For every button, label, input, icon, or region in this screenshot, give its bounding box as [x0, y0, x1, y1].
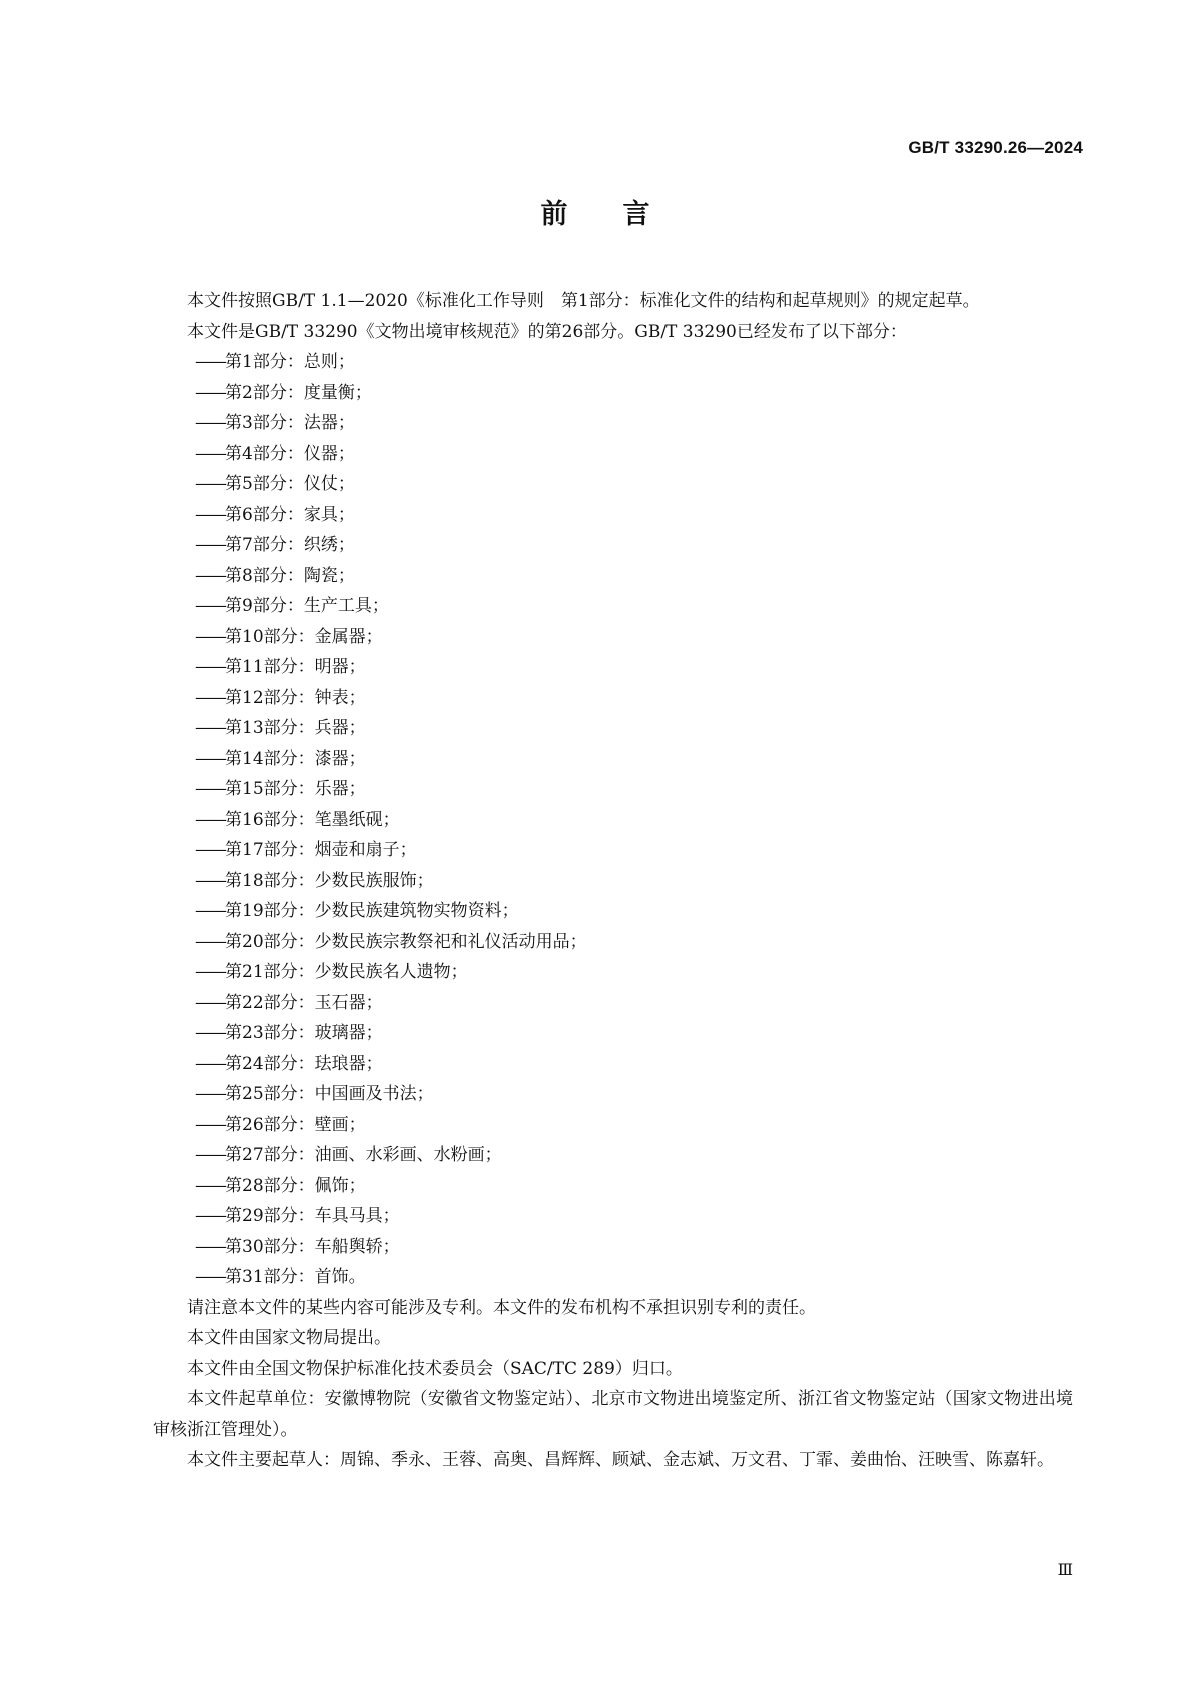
list-item: ——第14部分：漆器； [195, 748, 366, 769]
list-item: ——第8部分：陶瓷； [195, 565, 355, 586]
list-item: ——第13部分：兵器； [195, 718, 366, 738]
page-title [0, 192, 1191, 231]
list-item: ——第24部分：珐琅器； [195, 1053, 383, 1074]
list-item: ——第12部分：钟表； [195, 687, 366, 708]
list-item: ——第9部分：生产工具； [195, 596, 389, 616]
list-item: ——第15部分：乐器； [195, 779, 366, 799]
parts-list [153, 347, 1073, 1293]
title-char-2: 言 [622, 199, 651, 230]
list-item: ——第16部分：笔墨纸砚； [195, 809, 400, 830]
list-item: ——第27部分：油画、水彩画、水粉画； [195, 1145, 502, 1165]
list-item: ——第26部分：壁画； [195, 1114, 366, 1135]
paragraph-committee: 本文件由全国文物保护标准化技术委员会（SAC/TC 289）归口。 [187, 1358, 683, 1379]
list-item: ——第31部分：首饰。 [195, 1267, 366, 1287]
paragraph-series-intro: 本文件是GB/T 33290《文物出境审核规范》的第26部分。GB/T 33290已经发布了以下部分： [187, 321, 907, 342]
list-item: ——第5部分：仪仗； [195, 474, 355, 494]
page-number: Ⅲ [1057, 1560, 1073, 1579]
standard-code: GB/T 33290.26—2024 [908, 138, 1083, 157]
paragraph-patent-notice: 请注意本文件的某些内容可能涉及专利。本文件的发布机构不承担识别专利的责任。 [187, 1297, 816, 1318]
list-item: ——第20部分：少数民族宗教祭祀和礼仪活动用品； [195, 931, 587, 952]
list-item: ——第23部分：玻璃器； [195, 1023, 383, 1043]
list-item: ——第19部分：少数民族建筑物实物资料； [195, 901, 519, 921]
list-item: ——第6部分：家具； [195, 504, 355, 525]
paragraph-drafting-units: 本文件起草单位：安徽博物院（安徽省文物鉴定站）、北京市文物进出境鉴定所、浙江省文物鉴定站（国家文物进出境审核浙江管理处）。 [153, 1389, 1073, 1440]
list-item: ——第18部分：少数民族服饰； [195, 870, 434, 891]
list-item: ——第4部分：仪器； [195, 443, 355, 464]
paragraph-drafting-rules: 本文件按照GB/T 1.1—2020《标准化工作导则 第1部分：标准化文件的结构和起草规则》的规定起草。 [187, 291, 980, 311]
title-char-1: 前 [540, 199, 569, 230]
list-item: ——第22部分：玉石器； [195, 992, 383, 1013]
list-item: ——第21部分：少数民族名人遗物； [195, 962, 468, 982]
list-item: ——第25部分：中国画及书法； [195, 1084, 434, 1104]
paragraph-proposer: 本文件由国家文物局提出。 [187, 1328, 391, 1348]
list-item: ——第3部分：法器； [195, 413, 355, 433]
paragraph-drafters: 本文件主要起草人：周锦、季永、王蓉、高奥、昌辉辉、顾斌、金志斌、万文君、丁霏、姜曲怡、汪映雪、陈嘉轩。 [187, 1450, 1054, 1470]
list-item: ——第7部分：织绣； [195, 535, 355, 555]
list-item: ——第28部分：佩饰； [195, 1175, 366, 1196]
document-body [153, 286, 1073, 1476]
list-item: ——第30部分：车船舆轿； [195, 1236, 400, 1257]
list-item: ——第2部分：度量衡； [195, 382, 372, 403]
list-item: ——第17部分：烟壶和扇子； [195, 840, 417, 860]
list-item: ——第29部分：车具马具； [195, 1206, 400, 1226]
list-item: ——第11部分：明器； [195, 657, 366, 677]
list-item: ——第10部分：金属器； [195, 626, 383, 647]
list-item: ——第1部分：总则； [195, 352, 355, 372]
